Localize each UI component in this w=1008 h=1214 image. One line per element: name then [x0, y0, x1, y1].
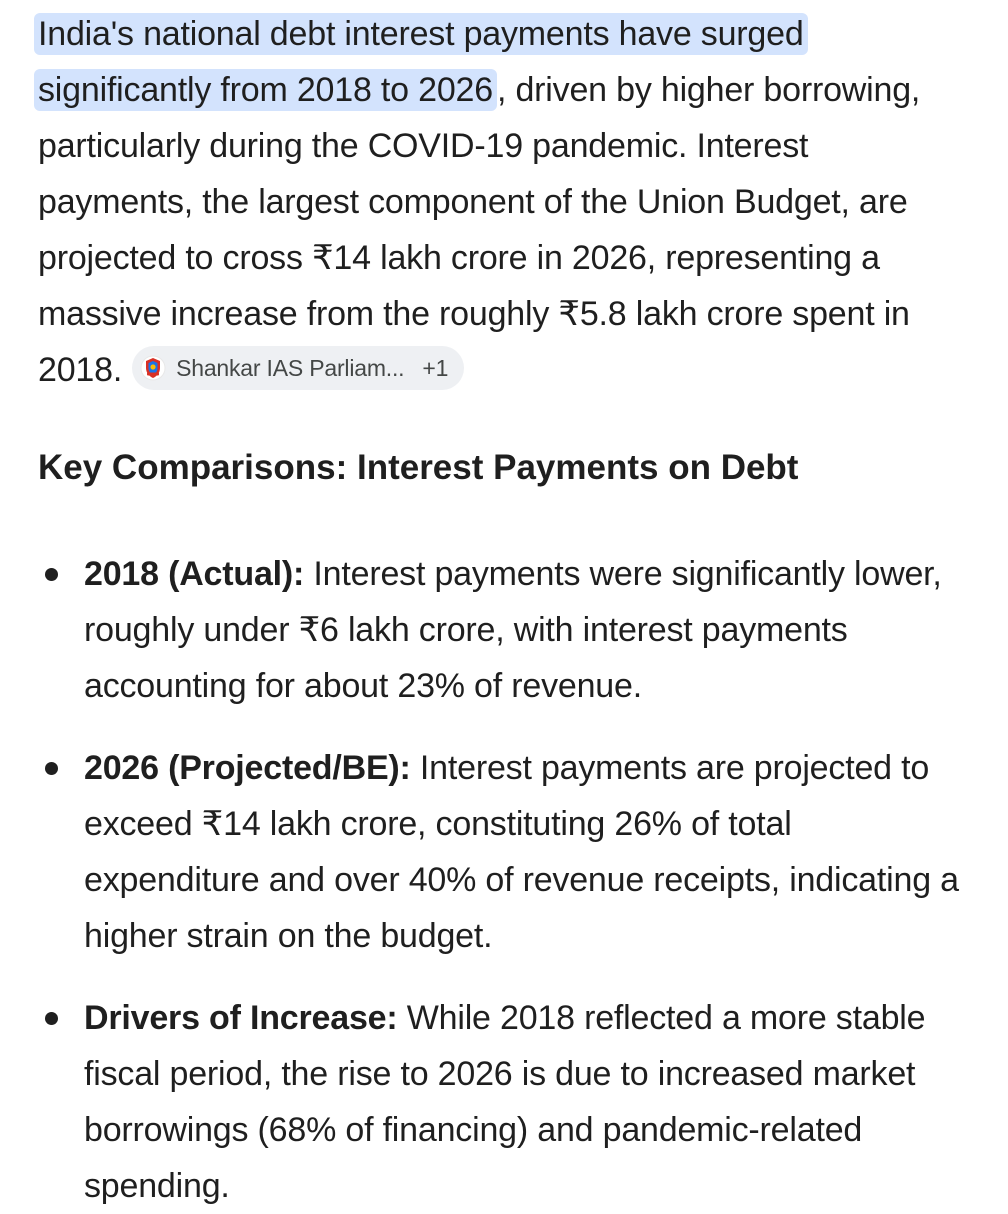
list-item-text: Interest payments are projected to exceed ₹14 lakh crore, constituting 26% of total expenditure and over 40% of revenue receipts, indicating a higher strain on the budget.	[84, 749, 959, 955]
source-chip[interactable]	[132, 346, 464, 390]
source-chip-count: +1	[422, 355, 449, 382]
list-item-2018	[38, 546, 968, 714]
section-heading: Key Comparisons: Interest Payments on Debt	[38, 448, 799, 487]
highlighted-summary: India's national debt interest payments have surged significantly from 2018 to 2026	[34, 13, 808, 111]
list-item-label: 2026 (Projected/BE):	[84, 749, 411, 787]
bullet-dot-icon	[45, 762, 58, 775]
comparison-list	[38, 546, 968, 1214]
bullet-dot-icon	[45, 1012, 58, 1025]
bullet-dot-icon	[45, 568, 58, 581]
list-item-label: Drivers of Increase:	[84, 999, 398, 1037]
source-chip-label: Shankar IAS Parliam...	[176, 355, 405, 382]
list-item-text: Interest payments were significantly lower, roughly under ₹6 lakh crore, with interest payments accounting for about 23% of revenue.	[84, 555, 942, 705]
list-item-2026	[38, 740, 968, 964]
list-item-label: 2018 (Actual):	[84, 555, 305, 593]
shankar-ias-logo-icon	[140, 355, 166, 381]
list-item-drivers	[38, 990, 968, 1214]
intro-text: , driven by higher borrowing, particularly during the COVID-19 pandemic. Interest payments, the largest component of the Union Budget, are projected to cross ₹14 lakh crore in 2026, representing a massive increase from the roughly ₹5.8 lakh crore spent in 2018.	[38, 71, 921, 389]
list-item-text: While 2018 reflected a more stable fiscal period, the rise to 2026 is due to increased market borrowings (68% of financing) and pandemic-related spending.	[84, 999, 926, 1205]
intro-paragraph	[38, 6, 968, 398]
